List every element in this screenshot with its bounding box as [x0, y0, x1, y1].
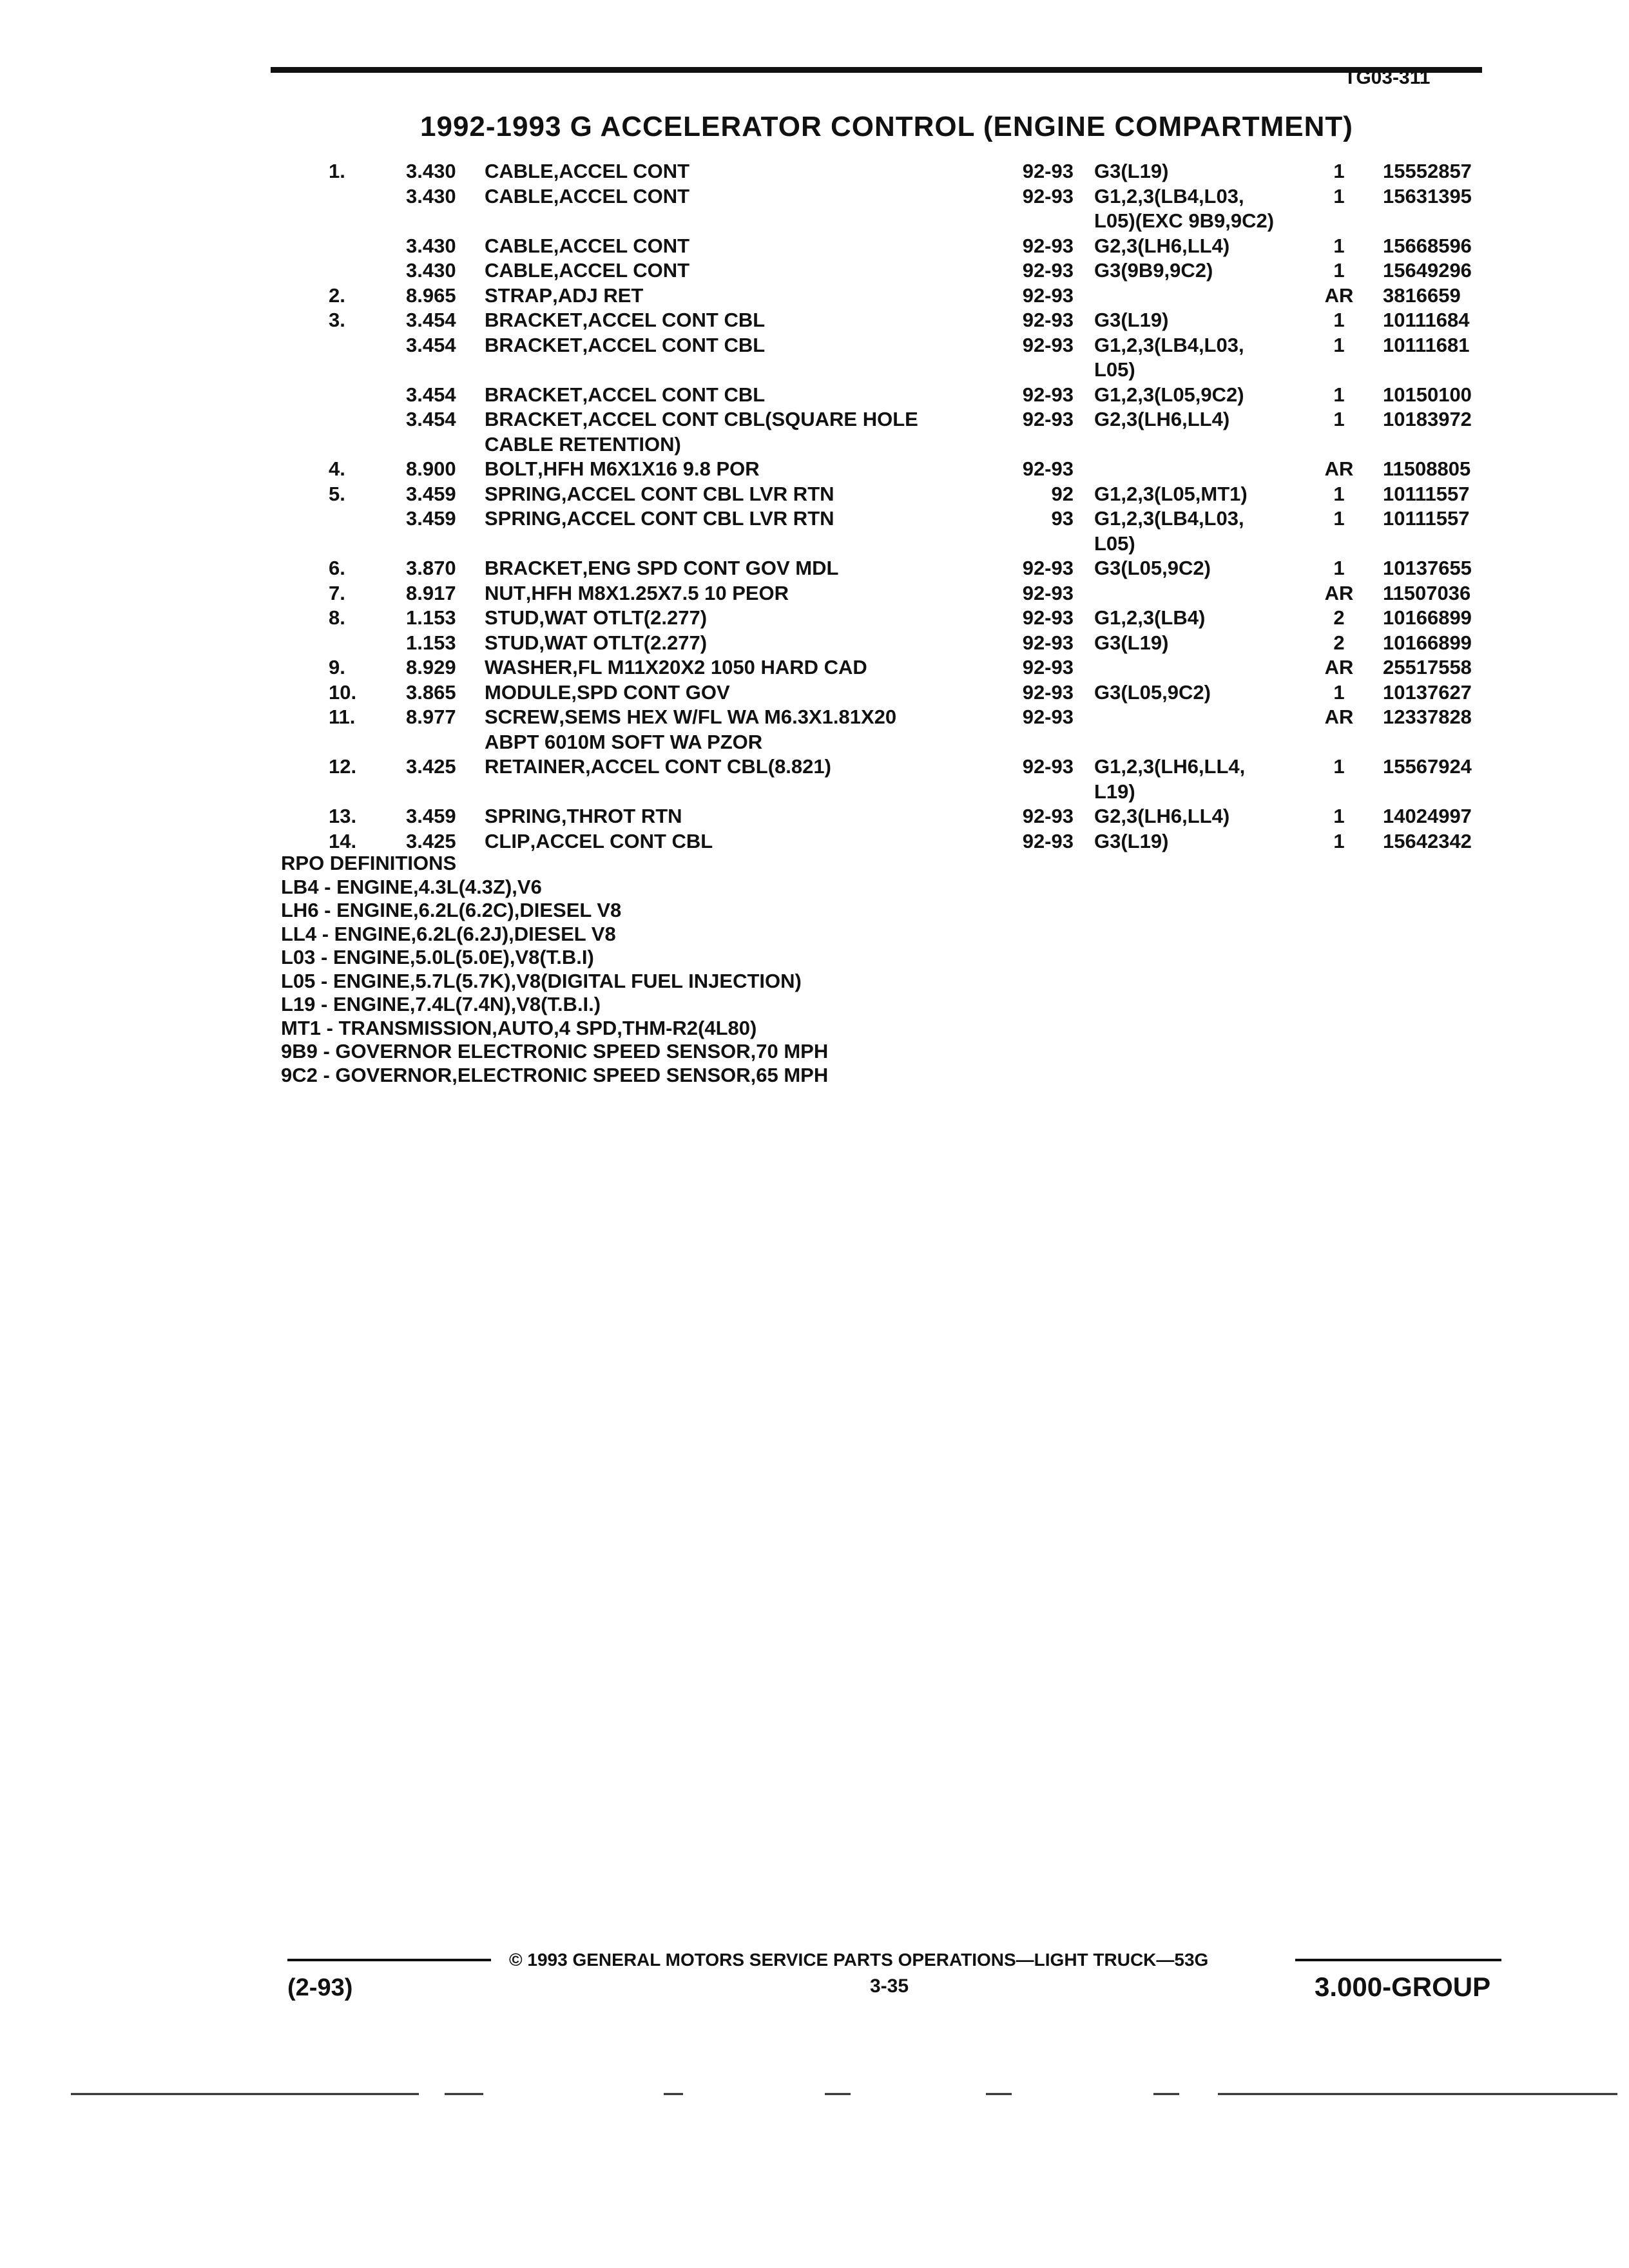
group-label: 3.000-GROUP — [1315, 1972, 1491, 2002]
part-detail: ,WAT OTLT(2.277) — [539, 631, 708, 654]
part-name: STUD — [485, 606, 539, 629]
rpo-definitions — [281, 852, 828, 1087]
part-number: 10111684 — [1383, 309, 1470, 331]
part-group-code: 3.454 — [406, 309, 456, 331]
part-name: CLIP — [485, 829, 530, 852]
part-name: BRACKET — [485, 383, 583, 406]
part-application: L19) — [1094, 780, 1135, 803]
part-name: SPRING — [485, 482, 561, 505]
part-years: 92-93 — [1022, 656, 1074, 678]
part-ref-number: 7. — [329, 581, 345, 604]
part-name: RETAINER — [485, 755, 586, 778]
rpo-heading: RPO DEFINITIONS — [281, 852, 457, 874]
parts-row — [0, 358, 1629, 383]
part-quantity: 1 — [1333, 234, 1345, 257]
parts-list — [0, 160, 1629, 854]
part-years: 92-93 — [1022, 457, 1074, 480]
part-application: G3(L05,9C2) — [1094, 557, 1211, 579]
part-description — [485, 681, 730, 704]
copyright-text: © 1993 GENERAL MOTORS SERVICE PARTS OPERATIONS—LIGHT TRUCK—53G — [509, 1950, 1209, 1970]
parts-row — [0, 334, 1629, 359]
parts-row — [0, 507, 1629, 532]
parts-row — [0, 408, 1629, 433]
part-group-code: 3.430 — [406, 184, 456, 207]
part-ref-number: 12. — [329, 755, 357, 778]
revision-date: (2-93) — [287, 1974, 353, 2001]
parts-row — [0, 830, 1629, 855]
part-detail: ,ADJ RET — [552, 284, 644, 307]
part-group-code: 3.425 — [406, 829, 456, 852]
parts-row — [0, 483, 1629, 508]
part-quantity: 1 — [1333, 755, 1345, 778]
part-description — [485, 656, 867, 679]
part-quantity: 1 — [1333, 259, 1345, 282]
part-group-code: 3.870 — [406, 557, 456, 579]
part-detail: ,ACCEL CONT CBL — [530, 829, 713, 852]
part-number: 15649296 — [1383, 259, 1472, 282]
parts-row — [0, 755, 1629, 780]
part-quantity: AR — [1324, 284, 1354, 307]
part-application: G1,2,3(LH6,LL4, — [1094, 755, 1246, 778]
part-group-code: 3.865 — [406, 680, 456, 704]
part-quantity: AR — [1324, 706, 1354, 728]
part-description — [485, 185, 689, 208]
part-number: 15668596 — [1383, 234, 1472, 257]
part-description — [485, 830, 713, 853]
part-years: 92-93 — [1022, 706, 1074, 728]
part-ref-number: 10. — [329, 680, 357, 704]
part-group-code: 3.430 — [406, 160, 456, 182]
part-group-code: 3.454 — [406, 408, 456, 430]
part-description — [485, 259, 689, 282]
part-group-code: 8.977 — [406, 706, 456, 728]
part-detail: ,ACCEL CONT CBL — [582, 383, 766, 406]
parts-row — [0, 209, 1629, 235]
part-application: G3(L19) — [1094, 829, 1169, 852]
part-ref-number: 8. — [329, 606, 345, 629]
part-years: 92-93 — [1022, 557, 1074, 579]
part-detail: ,WAT OTLT(2.277) — [539, 606, 708, 629]
footer-rule-left — [287, 1959, 491, 1961]
part-number: 10150100 — [1383, 383, 1472, 406]
part-detail: ,HFH M6X1X16 9.8 POR — [537, 457, 760, 480]
part-group-code: 1.153 — [406, 606, 456, 629]
part-quantity: 1 — [1333, 805, 1345, 827]
part-ref-number: 9. — [329, 656, 345, 678]
part-description — [485, 334, 765, 357]
rpo-item: 9C2 - GOVERNOR,ELECTRONIC SPEED SENSOR,65 MPH — [281, 1063, 829, 1086]
part-ref-number: 1. — [329, 160, 345, 182]
part-ref-number: 11. — [329, 706, 356, 728]
part-name: CABLE — [485, 259, 554, 282]
part-ref-number: 4. — [329, 457, 345, 480]
part-number: 15631395 — [1383, 184, 1472, 207]
part-name: SPRING — [485, 805, 561, 827]
part-number: 15567924 — [1383, 755, 1472, 778]
part-detail: ,ACCEL CONT CBL — [582, 309, 766, 331]
part-application: L05)(EXC 9B9,9C2) — [1094, 209, 1275, 232]
part-number: 10111557 — [1383, 482, 1470, 505]
part-number: 15552857 — [1383, 160, 1472, 182]
part-name: CABLE — [485, 184, 554, 207]
parts-row — [0, 681, 1629, 706]
part-ref-number: 3. — [329, 309, 345, 331]
part-quantity: 1 — [1333, 507, 1345, 530]
part-quantity: 1 — [1333, 829, 1345, 852]
part-group-code: 8.917 — [406, 581, 456, 604]
part-application: L05) — [1094, 358, 1135, 381]
part-description — [485, 631, 707, 655]
part-number: 10166899 — [1383, 631, 1472, 654]
part-application: G1,2,3(LB4) — [1094, 606, 1206, 629]
part-years: 92-93 — [1022, 383, 1074, 406]
part-number: 15642342 — [1383, 829, 1472, 852]
parts-row — [0, 706, 1629, 731]
part-application: G3(L19) — [1094, 309, 1169, 331]
part-description — [485, 755, 831, 778]
part-years: 92-93 — [1022, 829, 1074, 852]
parts-row — [0, 606, 1629, 631]
part-name: STRAP — [485, 284, 553, 307]
part-detail: ,ACCEL CONT — [553, 184, 690, 207]
part-group-code: 3.425 — [406, 755, 456, 778]
part-detail: CABLE RETENTION) — [485, 432, 681, 456]
part-number: 14024997 — [1383, 805, 1472, 827]
part-years: 92 — [1051, 482, 1074, 505]
part-detail: ,ENG SPD CONT GOV MDL — [582, 557, 839, 579]
part-group-code: 8.929 — [406, 656, 456, 678]
footer-rule-right — [1295, 1959, 1501, 1961]
part-application: G1,2,3(L05,9C2) — [1094, 383, 1244, 406]
part-quantity: 1 — [1333, 309, 1345, 331]
bottom-scan-rule — [71, 2093, 1617, 2095]
rpo-item: MT1 - TRANSMISSION,AUTO,4 SPD,THM-R2(4L80) — [281, 1016, 757, 1039]
rpo-item: L03 - ENGINE,5.0L(5.0E),V8(T.B.I) — [281, 946, 594, 968]
rpo-item: LL4 - ENGINE,6.2L(6.2J),DIESEL V8 — [281, 922, 616, 945]
part-number: 11508805 — [1383, 457, 1471, 480]
part-name: BRACKET — [485, 309, 583, 331]
part-years: 92-93 — [1022, 160, 1074, 182]
part-detail: ,FL M11X20X2 1050 HARD CAD — [572, 656, 867, 678]
part-description — [485, 284, 643, 307]
part-group-code: 8.965 — [406, 284, 456, 307]
part-quantity: 2 — [1333, 631, 1345, 654]
part-group-code: 3.459 — [406, 507, 456, 530]
parts-row — [0, 185, 1629, 210]
part-application: L05) — [1094, 532, 1135, 555]
parts-row — [0, 309, 1629, 334]
part-detail: ,SPD CONT GOV — [571, 680, 730, 704]
part-years: 92-93 — [1022, 755, 1074, 778]
part-application: G1,2,3(L05,MT1) — [1094, 482, 1248, 505]
part-number: 10137655 — [1383, 557, 1472, 579]
part-group-code: 3.459 — [406, 805, 456, 827]
part-detail: ,ACCEL CONT — [553, 259, 690, 282]
part-quantity: 1 — [1333, 160, 1345, 182]
parts-row — [0, 160, 1629, 185]
rpo-item: LB4 - ENGINE,4.3L(4.3Z),V6 — [281, 875, 542, 898]
part-description — [485, 582, 789, 605]
page-title: 1992-1993 G ACCELERATOR CONTROL (ENGINE COMPARTMENT) — [420, 111, 1353, 142]
part-number: 10183972 — [1383, 408, 1472, 430]
part-description — [485, 483, 834, 506]
part-description — [485, 457, 760, 481]
part-quantity: 1 — [1333, 184, 1345, 207]
part-quantity: 1 — [1333, 383, 1345, 406]
part-detail: ,THROT RTN — [561, 805, 682, 827]
part-number: 10137627 — [1383, 680, 1472, 704]
part-years: 92-93 — [1022, 408, 1074, 430]
part-quantity: 1 — [1333, 333, 1345, 356]
part-years: 92-93 — [1022, 680, 1074, 704]
part-quantity: 1 — [1333, 408, 1345, 430]
parts-row — [0, 259, 1629, 284]
part-application: G2,3(LH6,LL4) — [1094, 234, 1230, 257]
part-application: G3(9B9,9C2) — [1094, 259, 1213, 282]
part-name: BRACKET — [485, 557, 583, 579]
part-application: G2,3(LH6,LL4) — [1094, 408, 1230, 430]
part-quantity: 1 — [1333, 557, 1345, 579]
part-description — [485, 805, 682, 828]
part-group-code: 1.153 — [406, 631, 456, 654]
part-group-code: 3.454 — [406, 333, 456, 356]
part-number: 11507036 — [1383, 581, 1471, 604]
part-detail: ABPT 6010M SOFT WA PZOR — [485, 730, 763, 753]
part-number: 10111557 — [1383, 507, 1470, 530]
part-description — [485, 557, 838, 580]
part-name: BOLT — [485, 457, 538, 480]
part-application: G1,2,3(LB4,L03, — [1094, 333, 1244, 356]
part-name: NUT — [485, 581, 526, 604]
part-group-code: 3.430 — [406, 234, 456, 257]
document-id: TG03-311 — [1344, 67, 1431, 88]
part-quantity: AR — [1324, 656, 1354, 678]
part-quantity: 2 — [1333, 606, 1345, 629]
part-detail: ,ACCEL CONT CBL(SQUARE HOLE — [582, 408, 918, 430]
rpo-item: LH6 - ENGINE,6.2L(6.2C),DIESEL V8 — [281, 899, 622, 921]
part-detail: ,ACCEL CONT CBL LVR RTN — [561, 482, 834, 505]
parts-row — [0, 656, 1629, 681]
part-application: G3(L05,9C2) — [1094, 680, 1211, 704]
rpo-item: 9B9 - GOVERNOR ELECTRONIC SPEED SENSOR,70 MPH — [281, 1040, 829, 1062]
part-application: G1,2,3(LB4,L03, — [1094, 184, 1244, 207]
part-name: SPRING — [485, 507, 561, 530]
parts-row — [0, 284, 1629, 309]
part-description — [485, 160, 689, 183]
part-description — [485, 408, 918, 431]
parts-row — [0, 631, 1629, 657]
part-description — [485, 235, 689, 258]
part-years: 92-93 — [1022, 581, 1074, 604]
part-name: MODULE — [485, 680, 572, 704]
part-name: BRACKET — [485, 408, 583, 430]
part-quantity: AR — [1324, 581, 1354, 604]
parts-row — [0, 532, 1629, 557]
part-ref-number: 2. — [329, 284, 345, 307]
part-quantity: 1 — [1333, 680, 1345, 704]
part-years: 92-93 — [1022, 309, 1074, 331]
part-detail: ,ACCEL CONT CBL(8.821) — [585, 755, 831, 778]
part-years: 92-93 — [1022, 284, 1074, 307]
part-years: 92-93 — [1022, 234, 1074, 257]
part-detail: ,ACCEL CONT CBL — [582, 333, 766, 356]
parts-row — [0, 731, 1629, 756]
top-rule — [271, 67, 1482, 73]
part-years: 92-93 — [1022, 631, 1074, 654]
part-description — [485, 433, 681, 456]
part-group-code: 3.459 — [406, 482, 456, 505]
parts-row — [0, 383, 1629, 408]
parts-row — [0, 780, 1629, 805]
part-detail: ,ACCEL CONT — [553, 160, 690, 182]
part-detail: ,ACCEL CONT — [553, 234, 690, 257]
part-description — [485, 309, 765, 332]
part-number: 10166899 — [1383, 606, 1472, 629]
part-name: SCREW — [485, 706, 559, 728]
part-years: 93 — [1051, 507, 1074, 530]
part-description — [485, 507, 834, 530]
parts-row — [0, 582, 1629, 607]
part-years: 92-93 — [1022, 333, 1074, 356]
part-years: 92-93 — [1022, 184, 1074, 207]
part-description — [485, 731, 762, 754]
page-number: 3-35 — [870, 1975, 909, 1997]
part-group-code: 3.430 — [406, 259, 456, 282]
part-number: 25517558 — [1383, 656, 1472, 678]
part-group-code: 8.900 — [406, 457, 456, 480]
parts-row — [0, 457, 1629, 483]
part-ref-number: 14. — [329, 829, 357, 852]
part-number: 10111681 — [1383, 333, 1470, 356]
part-years: 92-93 — [1022, 259, 1074, 282]
part-ref-number: 5. — [329, 482, 345, 505]
part-description — [485, 706, 896, 729]
parts-row — [0, 805, 1629, 830]
part-name: BRACKET — [485, 333, 583, 356]
parts-row — [0, 433, 1629, 458]
part-description — [485, 383, 765, 407]
rpo-item: L05 - ENGINE,5.7L(5.7K),V8(DIGITAL FUEL INJECTION) — [281, 969, 802, 992]
part-group-code: 3.454 — [406, 383, 456, 406]
part-name: CABLE — [485, 160, 554, 182]
part-application: G3(L19) — [1094, 631, 1169, 654]
part-quantity: 1 — [1333, 482, 1345, 505]
rpo-item: L19 - ENGINE,7.4L(7.4N),V8(T.B.I.) — [281, 993, 601, 1015]
part-detail: ,SEMS HEX W/FL WA M6.3X1.81X20 — [559, 706, 897, 728]
part-description — [485, 606, 707, 629]
part-ref-number: 6. — [329, 557, 345, 579]
part-name: WASHER — [485, 656, 573, 678]
part-years: 92-93 — [1022, 805, 1074, 827]
part-quantity: AR — [1324, 457, 1354, 480]
part-name: CABLE — [485, 234, 554, 257]
part-number: 3816659 — [1383, 284, 1461, 307]
part-ref-number: 13. — [329, 805, 357, 827]
part-application: G1,2,3(LB4,L03, — [1094, 507, 1244, 530]
parts-row — [0, 557, 1629, 582]
part-number: 12337828 — [1383, 706, 1472, 728]
part-name: STUD — [485, 631, 539, 654]
part-detail: ,HFH M8X1.25X7.5 10 PEOR — [525, 581, 789, 604]
part-detail: ,ACCEL CONT CBL LVR RTN — [561, 507, 834, 530]
part-application: G2,3(LH6,LL4) — [1094, 805, 1230, 827]
part-application: G3(L19) — [1094, 160, 1169, 182]
part-years: 92-93 — [1022, 606, 1074, 629]
parts-row — [0, 235, 1629, 260]
